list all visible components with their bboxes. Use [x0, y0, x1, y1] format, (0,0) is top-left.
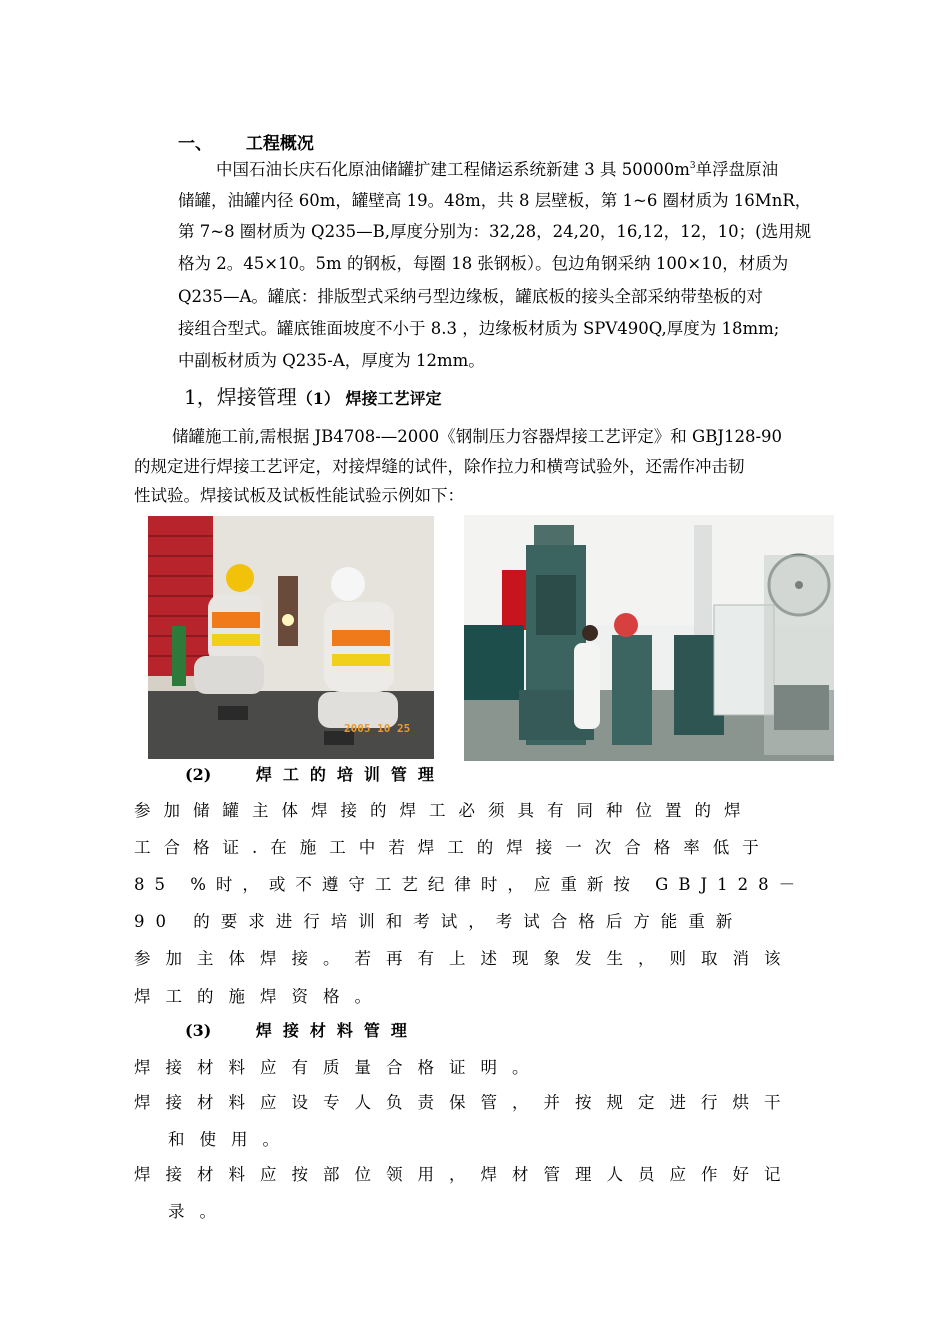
paragraph-line: 第 7~8 圈材质为 Q235—B,厚度分别为：32,28，24,20，16,12，12，10；(选用规 — [178, 222, 812, 241]
heading-text: 焊工的培训管理 — [255, 765, 445, 784]
list-line: 焊接材料应设专人负责保管，并按规定进行烘干 — [134, 1093, 796, 1112]
section-heading-overview — [178, 129, 314, 154]
paragraph-line: 工合格证.在施工中若焊工的焊接一次合格率低于 — [134, 838, 772, 857]
list-line: 和使用。 — [168, 1130, 294, 1149]
section-heading-materials — [185, 1018, 418, 1041]
paragraph-line: 中副板材质为 Q235-A，厚度为 12mm。 — [178, 351, 485, 370]
testing-lab-photo-art — [464, 515, 834, 761]
paragraph-line: 90 的要求进行培训和考试，考试合格后方能重新 — [134, 912, 744, 931]
paragraph-line: 的规定进行焊接工艺评定，对接焊缝的试件，除作拉力和横弯试验外，还需作冲击韧 — [134, 457, 745, 476]
heading-text: 焊接材料管理 — [255, 1021, 418, 1040]
paragraph-line: 参加储罐主体焊接的焊工必须具有同种位置的焊 — [134, 801, 754, 820]
welding-photo — [148, 516, 434, 759]
heading-sub: （1） 焊接工艺评定 — [296, 389, 442, 408]
heading-main: 1，焊接管理 — [184, 385, 297, 409]
paragraph-line: 储罐施工前,需根据 JB4708-—2000《钢制压力容器焊接工艺评定》和 GBJ128-90 — [172, 427, 783, 446]
list-line: 焊接材料应按部位领用，焊材管理人员应作好记 — [134, 1165, 796, 1184]
paragraph-line: 参加主体焊接。若再有上述现象发生，则取消该 — [134, 949, 796, 968]
paragraph-line: 接组合型式。罐底锥面坡度不小于 8.3 ，边缘板材质为 SPV490Q,厚度为 18mm; — [178, 319, 780, 338]
paragraph-line: 焊工的施焊资格。 — [134, 987, 386, 1006]
list-line: 录。 — [168, 1202, 231, 1221]
superscript: 3 — [689, 161, 696, 171]
list-line: 焊接材料应有质量合格证明。 — [134, 1058, 544, 1077]
heading-number: 一、 — [178, 134, 212, 154]
testing-lab-photo — [464, 515, 834, 761]
paragraph-line: 性试验。焊接试板及试板性能试验示例如下： — [134, 486, 464, 505]
paragraph-line: Q235—A。罐底：排版型式采纳弓型边缘板，罐底板的接头全部采纳带垫板的对 — [178, 287, 763, 306]
section-heading-welding — [184, 381, 441, 410]
heading-number: (2) — [185, 765, 212, 784]
section-heading-training — [185, 762, 445, 785]
heading-text: 工程概况 — [245, 134, 314, 154]
heading-number: (3) — [185, 1021, 212, 1040]
paragraph-line: 85 %时，或不遵守工艺纪律时，应重新按 GBJ128－ — [134, 875, 806, 894]
photo-date-stamp: 2005 10 25 — [344, 722, 411, 735]
paragraph-line: 格为 2。45×10。5m 的钢板，每圈 18 张钢板）。包边角钢采纳 100×10，材质为 — [178, 254, 789, 273]
paragraph-line: 中国石油长庆石化原油储罐扩建工程储运系统新建 3 具 $50000m^3$单浮盘原油 — [216, 160, 779, 179]
paragraph-line: 储罐，油罐内径 60m，罐壁高 19。48m，共 8 层壁板，第 1~6 圈材质为 16MnR， — [178, 191, 812, 210]
